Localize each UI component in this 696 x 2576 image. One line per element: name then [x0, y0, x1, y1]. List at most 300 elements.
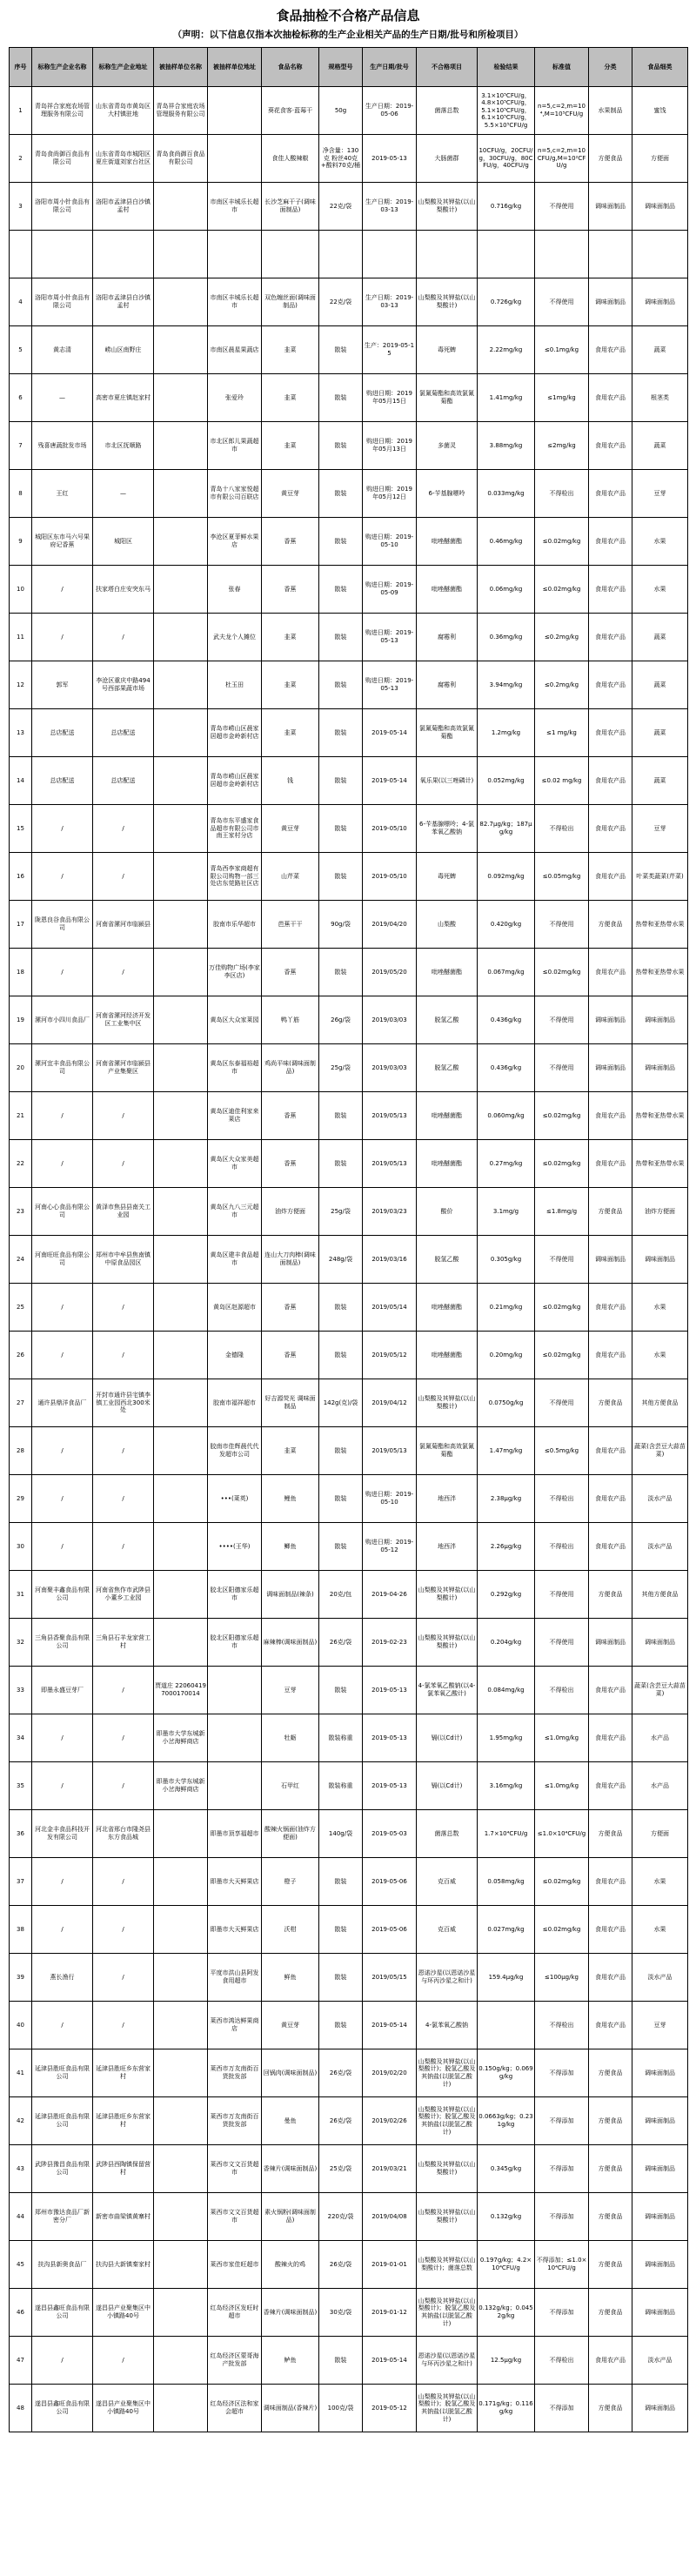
table-row	[10, 183, 688, 231]
table-cell: 郑州市豫达食品厂新密分厂	[32, 2193, 93, 2241]
table-cell: 食用农产品	[589, 949, 632, 996]
page-subtitle: （声明：以下信息仅指本次抽检标称的生产企业相关产品的生产日期/批号和所检项目）	[172, 30, 524, 40]
table-cell: 青岛食尚御百食品有限公司	[32, 135, 93, 183]
page-title: 食品抽检不合格产品信息	[276, 8, 420, 23]
table-cell	[154, 709, 208, 757]
table-cell: 洛阳市周小针食品有限公司	[32, 278, 93, 326]
table-cell: 散装	[319, 1140, 363, 1188]
table-cell: 食用农产品	[589, 1427, 632, 1475]
table-row	[10, 1762, 688, 1810]
table-cell: 调味面制品	[632, 183, 688, 231]
table-row	[10, 2002, 688, 2049]
column-header: 规格型号	[319, 48, 363, 87]
table-cell: 购进日期：2019-05-12	[363, 1523, 417, 1571]
table-cell: 5	[10, 326, 32, 374]
table-row	[10, 2289, 688, 2337]
table-cell: 恩诺沙星(以恩诺沙星与环丙沙星之和计)	[417, 2337, 478, 2385]
table-cell: 张爱玲	[208, 374, 262, 422]
table-cell: ≤0.02mg/kg	[535, 1906, 589, 1954]
table-cell	[154, 278, 208, 326]
table-cell: 0.292g/kg	[478, 1571, 535, 1619]
table-cell: 鲤鱼	[262, 1475, 319, 1523]
table-cell: 遂昌县产业聚集区中小镇路40号	[93, 2385, 154, 2432]
table-cell: 6-苄基腺嘌呤；4-氯苯氧乙酸钠	[417, 805, 478, 853]
table-cell: 酸辣火锅面(油炸方便面)	[262, 1810, 319, 1858]
table-cell	[154, 614, 208, 661]
table-cell: 34	[10, 1714, 32, 1762]
table-cell: ≤0.02mg/kg	[535, 1284, 589, 1332]
table-cell: 淡水产品	[632, 1954, 688, 2002]
table-cell: 2019/02/20	[363, 2049, 417, 2097]
table-cell: 其他方便食品	[632, 1379, 688, 1427]
table-cell: /	[32, 2337, 93, 2385]
table-cell: 李沧区重庆中路494号西部果蔬市场	[93, 661, 154, 709]
table-cell: 2019/03/03	[363, 1044, 417, 1092]
table-cell: 2019-05-03	[363, 1810, 417, 1858]
table-cell: 2019-05-13	[363, 135, 417, 183]
table-cell: 2019/03/03	[363, 996, 417, 1044]
table-cell: /	[93, 1475, 154, 1523]
table-cell: 20	[10, 1044, 32, 1092]
table-cell: 高密市夏庄镇赵家村	[93, 374, 154, 422]
table-row	[10, 87, 688, 135]
table-cell: 吡唑醚菌酯	[417, 1140, 478, 1188]
table-cell: /	[93, 1140, 154, 1188]
column-header: 分类	[589, 48, 632, 87]
table-cell: 淡水产品	[632, 2337, 688, 2385]
table-cell: 平度市洪山县阿发食用超市	[208, 1954, 262, 2002]
table-cell: 青岛食尚御百食品有限公司	[154, 135, 208, 183]
table-cell: ≤1mg/kg	[535, 374, 589, 422]
column-header: 检验结果	[478, 48, 535, 87]
table-cell: 26g/袋	[319, 996, 363, 1044]
table-cell: 15	[10, 805, 32, 853]
table-cell: 不得检出	[535, 1523, 589, 1571]
table-cell: 调味面制品	[589, 1619, 632, 1667]
table-cell: 159.4μg/kg	[478, 1954, 535, 2002]
table-cell	[535, 231, 589, 278]
table-cell: ≤0.02mg/kg	[535, 1858, 589, 1906]
table-cell: /	[93, 853, 154, 901]
table-cell: 0.171g/kg；0.116g/kg	[478, 2385, 535, 2432]
table-row	[10, 661, 688, 709]
table-cell: 2019-05-13	[363, 1714, 417, 1762]
table-cell: 调味面制品	[589, 1236, 632, 1284]
table-cell: 不得检出	[535, 470, 589, 518]
table-cell: 2.38μg/kg	[478, 1475, 535, 1523]
table-cell: 氯氰菊酯和高效氯氰菊酯	[417, 709, 478, 757]
table-cell: 山梨酸及其钾盐(以山梨酸计)	[417, 2145, 478, 2193]
table-cell: ≤0.02mg/kg	[535, 949, 589, 996]
table-cell: 调味面制品	[632, 1236, 688, 1284]
table-cell	[154, 1954, 208, 2002]
table-cell: /	[93, 1906, 154, 1954]
table-cell	[208, 135, 262, 183]
table-cell: 0.21mg/kg	[478, 1284, 535, 1332]
table-row	[10, 278, 688, 326]
table-cell: 不得添加	[535, 2289, 589, 2337]
table-cell: /	[93, 1523, 154, 1571]
table-cell: 曼鱼	[262, 2097, 319, 2145]
table-cell: 三角县香聚食品有限公司	[32, 1619, 93, 1667]
table-cell: 即墨永盛豆芽厂	[32, 1667, 93, 1714]
table-cell: 河南省漯河市临颍县	[93, 901, 154, 949]
table-cell: 22	[10, 1140, 32, 1188]
column-header: 被抽样单位地址	[208, 48, 262, 87]
table-cell: ≤1.0mg/kg	[535, 1714, 589, 1762]
table-cell: 48	[10, 2385, 32, 2432]
table-cell: 即墨市大天鲜果店	[208, 1858, 262, 1906]
table-cell: 不得添加；≤1.0×10⁴CFU/g	[535, 2241, 589, 2289]
table-row	[10, 1619, 688, 1667]
table-cell: 河南省焦作市武陟县小董乡工业园	[93, 1571, 154, 1619]
table-cell: 蔬菜	[632, 661, 688, 709]
table-cell: 吡唑醚菌酯	[417, 1284, 478, 1332]
table-row	[10, 1571, 688, 1619]
table-row	[10, 1188, 688, 1236]
table-cell: 青岛十八家家悦超市有限公司百联店	[208, 470, 262, 518]
table-cell: 47	[10, 2337, 32, 2385]
table-cell: 山梨酸及其钾盐(以山梨酸计)	[417, 1571, 478, 1619]
table-cell: 食用农产品	[589, 661, 632, 709]
table-cell	[154, 1284, 208, 1332]
table-cell: 市南区晨星果蔬店	[208, 326, 262, 374]
table-cell: 0.067mg/kg	[478, 949, 535, 996]
table-cell: ≤0.02mg/kg	[535, 1140, 589, 1188]
table-cell	[154, 2289, 208, 2337]
table-cell: 2019-05-13	[363, 1667, 417, 1714]
table-cell: 不得检出	[535, 2002, 589, 2049]
table-cell: 2019/05/13	[363, 1092, 417, 1140]
table-cell: 散装	[319, 1906, 363, 1954]
table-cell	[154, 2049, 208, 2097]
table-cell: 豆芽	[632, 805, 688, 853]
table-cell: 方便食品	[589, 2097, 632, 2145]
table-cell: 3	[10, 183, 32, 231]
table-cell: 0.27mg/kg	[478, 1140, 535, 1188]
table-cell: 河南省漯河经济开发区工业集中区	[93, 996, 154, 1044]
table-cell: 镉(以Cd计)	[417, 1762, 478, 1810]
table-cell: 散装	[319, 470, 363, 518]
table-cell: 散装	[319, 1667, 363, 1714]
table-cell: 0.420g/kg	[478, 901, 535, 949]
table-cell: 食用农产品	[589, 1858, 632, 1906]
column-header: 序号	[10, 48, 32, 87]
table-cell: 方便食品	[589, 135, 632, 183]
table-cell: 延津县胜旺乡东营家村	[93, 2097, 154, 2145]
table-cell: 水产品	[632, 1762, 688, 1810]
table-cell: 不得使用	[535, 901, 589, 949]
table-cell: 山东省青岛市城阳区夏庄街道刘家台社区	[93, 135, 154, 183]
table-cell: 0.0663g/kg；0.231g/kg	[478, 2097, 535, 2145]
table-cell: 26克/袋	[319, 2241, 363, 2289]
table-cell: 散装	[319, 661, 363, 709]
table-cell: /	[32, 1427, 93, 1475]
table-row	[10, 1332, 688, 1379]
table-cell: 山梨酸及其钾盐(以山梨酸计)；脱氢乙酸及其钠盐(以脱氢乙酸计)	[417, 2049, 478, 2097]
table-cell: 2019/03/21	[363, 2145, 417, 2193]
table-cell: 万佳购物广场(李家李区店)	[208, 949, 262, 996]
table-cell	[154, 1475, 208, 1523]
table-cell: 热带和亚热带水果	[632, 1140, 688, 1188]
table-cell: ≤1.0mg/kg	[535, 1762, 589, 1810]
table-cell: 购进日期：2019-05-13	[363, 614, 417, 661]
table-cell: 食用农产品	[589, 1284, 632, 1332]
table-cell: ≤0.02mg/kg	[535, 518, 589, 566]
table-cell: ≤2mg/kg	[535, 422, 589, 470]
table-cell: 食用农产品	[589, 326, 632, 374]
table-cell: ≤0.05mg/kg	[535, 853, 589, 901]
table-cell: 食用农产品	[589, 1667, 632, 1714]
table-cell: 青岛祥合家庭农场管理服务有限公司	[154, 87, 208, 135]
table-cell: 20克/包	[319, 1571, 363, 1619]
table-cell: 山梨酸及其钾盐(以山梨酸计)；脱氢乙酸及其钠盐(以脱氢乙酸计)	[417, 2097, 478, 2145]
table-cell: /	[93, 1714, 154, 1762]
table-cell	[154, 757, 208, 805]
table-cell: 即墨市大天鲜果店	[208, 1906, 262, 1954]
table-cell: 食用农产品	[589, 1906, 632, 1954]
table-row	[10, 1427, 688, 1475]
table-cell: ≤0.02mg/kg	[535, 1092, 589, 1140]
table-cell: 不得添加	[535, 2385, 589, 2432]
table-cell: 0.092mg/kg	[478, 853, 535, 901]
table-cell: 3.1×10⁵CFU/g，4.8×10⁵CFU/g，5.1×10⁵CFU/g，6.1×10⁵CFU/g，5.5×10⁵CFU/g	[478, 87, 535, 135]
table-cell: 长沙芝麻干子(调味面制品)	[262, 183, 319, 231]
table-cell: 不得检出	[535, 805, 589, 853]
table-cell: 胶北区阳德家乐超市	[208, 1619, 262, 1667]
table-cell: 不得添加	[535, 2193, 589, 2241]
table-cell: 豆芽	[632, 2002, 688, 2049]
table-cell: 香辣片(调味面制品)	[262, 2145, 319, 2193]
table-cell: 调味面制品	[589, 996, 632, 1044]
table-cell: 香蕉	[262, 518, 319, 566]
table-header-row	[10, 48, 688, 87]
table-cell: 25克/袋	[319, 2145, 363, 2193]
table-cell: 李沧区夏菲鲜水果店	[208, 518, 262, 566]
table-cell: 方便食品	[589, 1571, 632, 1619]
table-cell: /	[93, 1858, 154, 1906]
table-cell: 90g/袋	[319, 901, 363, 949]
table-cell: 莱西市家佳旺超市	[208, 2241, 262, 2289]
table-cell: 24	[10, 1236, 32, 1284]
table-cell: 豆芽	[632, 470, 688, 518]
table-cell: /	[93, 1332, 154, 1379]
table-row	[10, 1858, 688, 1906]
table-cell: 1.95mg/kg	[478, 1714, 535, 1762]
table-cell: 购进日期：2019-05-10	[363, 1475, 417, 1523]
table-cell: 莱西市文文百货超市	[208, 2145, 262, 2193]
table-cell: 方便食品	[589, 2193, 632, 2241]
table-cell	[154, 2193, 208, 2241]
table-cell: 陇恩良谷食品有限公司	[32, 901, 93, 949]
table-cell: 0.197g/kg；4.2×10⁴CFU/g	[478, 2241, 535, 2289]
table-cell: 45	[10, 2241, 32, 2289]
table-cell: 调味面制品	[632, 1619, 688, 1667]
table-cell: 红岛经济区法和家会超市	[208, 2385, 262, 2432]
table-cell	[589, 231, 632, 278]
table-cell: 三角县石羊龙家营工村	[93, 1619, 154, 1667]
table-body	[10, 87, 688, 2432]
table-cell: 散装	[319, 1858, 363, 1906]
table-cell: 山梨酸及其钾盐(以山梨酸计)	[417, 1379, 478, 1427]
table-cell: 食用农产品	[589, 1475, 632, 1523]
table-cell: 2019-05-13	[363, 1762, 417, 1810]
table-cell: 散装	[319, 2002, 363, 2049]
table-cell: /	[32, 949, 93, 996]
table-cell: 青岛西李家商超有限公司购物一部三处店东莞路社区店	[208, 853, 262, 901]
table-cell: 调味面制品	[632, 2049, 688, 2097]
table-cell: 35	[10, 1762, 32, 1810]
table-row	[10, 1906, 688, 1954]
table-cell: 调味面制品	[589, 1044, 632, 1092]
table-cell: 水果	[632, 518, 688, 566]
table-cell: 2019-02-23	[363, 1619, 417, 1667]
table-cell: 不得使用	[535, 183, 589, 231]
table-cell: 河南聚丰鑫食品有限公司	[32, 1571, 93, 1619]
table-cell: 叶菜类蔬菜(芹菜)	[632, 853, 688, 901]
table-cell: 食用农产品	[589, 853, 632, 901]
table-row	[10, 1379, 688, 1427]
table-cell: 11	[10, 614, 32, 661]
table-cell: 购进日期：2019年05月12日	[363, 470, 417, 518]
table-cell: 武夫龙个人摊位	[208, 614, 262, 661]
table-cell	[154, 1906, 208, 1954]
table-cell: 28	[10, 1427, 32, 1475]
table-cell: 香蕉	[262, 1284, 319, 1332]
table-cell: 山梨酸及其钾盐(以山梨酸计)	[417, 2193, 478, 2241]
table-cell: 方便面	[632, 1810, 688, 1858]
table-row	[10, 1667, 688, 1714]
table-cell: 水果	[632, 1858, 688, 1906]
table-cell: 0.36mg/kg	[478, 614, 535, 661]
table-cell: ≤0.2mg/kg	[535, 661, 589, 709]
table-cell: /	[32, 614, 93, 661]
table-cell: 酸辣火的鸡	[262, 2241, 319, 2289]
column-header: 标称生产企业名称	[32, 48, 93, 87]
table-cell: 食用农产品	[589, 1092, 632, 1140]
table-cell: 郑州市中牟县焦南镇中原食品园区	[93, 1236, 154, 1284]
table-cell: 0.436g/kg	[478, 996, 535, 1044]
table-cell: 食用农产品	[589, 566, 632, 614]
table-cell: 素火锅粉(调味面制品)	[262, 2193, 319, 2241]
table-cell: 1	[10, 87, 32, 135]
table-row	[10, 805, 688, 853]
table-cell: 山梨酸及其钾盐(以山梨酸计)	[417, 278, 478, 326]
table-cell: 散装	[319, 422, 363, 470]
table-cell: 延津县胜旺食品有限公司	[32, 2097, 93, 2145]
column-header: 标准值	[535, 48, 589, 87]
table-cell: 40	[10, 2002, 32, 2049]
table-cell	[154, 1236, 208, 1284]
table-cell: /	[32, 1906, 93, 1954]
table-cell: 山梨酸	[417, 901, 478, 949]
table-cell: —	[32, 374, 93, 422]
table-cell: 食用农产品	[589, 374, 632, 422]
table-cell: 黄豆芽	[262, 470, 319, 518]
table-cell: 食佳人酸辣椒	[262, 135, 319, 183]
table-cell: /	[32, 1284, 93, 1332]
table-cell: 散装	[319, 1475, 363, 1523]
table-cell: 莱西市万友南街百货批发部	[208, 2049, 262, 2097]
table-cell: 地西泮	[417, 1523, 478, 1571]
table-cell	[154, 1523, 208, 1571]
table-cell: /	[93, 1427, 154, 1475]
table-cell: 漯河市小四川食品厂	[32, 996, 93, 1044]
table-cell: 0.726g/kg	[478, 278, 535, 326]
table-cell: 2019/05/12	[363, 1332, 417, 1379]
table-cell: 黄岛区赵源超市	[208, 1284, 262, 1332]
table-cell: 多菌灵	[417, 422, 478, 470]
table-cell	[262, 231, 319, 278]
table-cell: 韭菜	[262, 422, 319, 470]
table-cell: 0.345g/kg	[478, 2145, 535, 2193]
table-cell: 26克/袋	[319, 1619, 363, 1667]
table-cell: 散装	[319, 1284, 363, 1332]
table-cell: 2019-01-01	[363, 2241, 417, 2289]
table-cell: 22克/袋	[319, 278, 363, 326]
table-cell: 毒死蜱	[417, 853, 478, 901]
table-cell: 0.132g/kg；0.0452g/kg	[478, 2289, 535, 2337]
table-cell: /	[32, 1475, 93, 1523]
table-cell: 油炸方便面	[262, 1188, 319, 1236]
table-cell: 总店配送	[93, 709, 154, 757]
table-cell: 38	[10, 1906, 32, 1954]
table-cell	[154, 1858, 208, 1906]
table-cell: 13	[10, 709, 32, 757]
table-cell: /	[32, 566, 93, 614]
table-cell: 鸭丫筋	[262, 996, 319, 1044]
table-cell: 食用农产品	[589, 1954, 632, 2002]
table-cell: 散装	[319, 518, 363, 566]
table-cell: 3.88mg/kg	[478, 422, 535, 470]
table-cell: 蔬菜	[632, 422, 688, 470]
table-cell: 扶家塔白庄安突东马	[93, 566, 154, 614]
table-cell: 不得检出	[535, 2337, 589, 2385]
table-cell: 即墨市大学东城新小岔海鲜商店	[154, 1714, 208, 1762]
table-cell	[363, 231, 417, 278]
table-cell: 蔬菜(含芸豆大蒜苗菜)	[632, 1667, 688, 1714]
table-cell: 山梨酸及其钾盐(以山梨酸计)；脱氢乙酸及其钠盐(以脱氢乙酸计)	[417, 2385, 478, 2432]
table-cell: 新密市曲梁镇黄寨村	[93, 2193, 154, 2241]
table-cell: 延津县胜旺乡东营家村	[93, 2049, 154, 2097]
table-cell: 水果	[632, 1906, 688, 1954]
table-cell: 方便食品	[589, 901, 632, 949]
table-cell	[93, 231, 154, 278]
table-cell: 0.0750g/kg	[478, 1379, 535, 1427]
table-cell: 2019-05-14	[363, 709, 417, 757]
table-cell: 水果	[632, 1284, 688, 1332]
table-cell: 香蕉	[262, 566, 319, 614]
table-cell: 购进日期：2019年05月13日	[363, 422, 417, 470]
table-cell: 2019/05/20	[363, 949, 417, 996]
table-cell: 水果	[632, 566, 688, 614]
table-cell: /	[32, 1092, 93, 1140]
table-cell: 黄豆芽	[262, 805, 319, 853]
table-cell: 2019-01-12	[363, 2289, 417, 2337]
table-cell: 调味面制品	[589, 183, 632, 231]
table-cell: 香辣片(调味面制品)	[262, 2289, 319, 2337]
table-cell: 河南心心食品有限公司	[32, 1188, 93, 1236]
table-cell: 26	[10, 1332, 32, 1379]
table-cell: 食用农产品	[589, 518, 632, 566]
table-cell: 吡唑醚菌酯	[417, 949, 478, 996]
table-row	[10, 2145, 688, 2193]
table-cell: 0.06mg/kg	[478, 566, 535, 614]
table-row	[10, 566, 688, 614]
table-cell	[417, 231, 478, 278]
table-cell	[154, 374, 208, 422]
table-cell: 酸价	[417, 1188, 478, 1236]
